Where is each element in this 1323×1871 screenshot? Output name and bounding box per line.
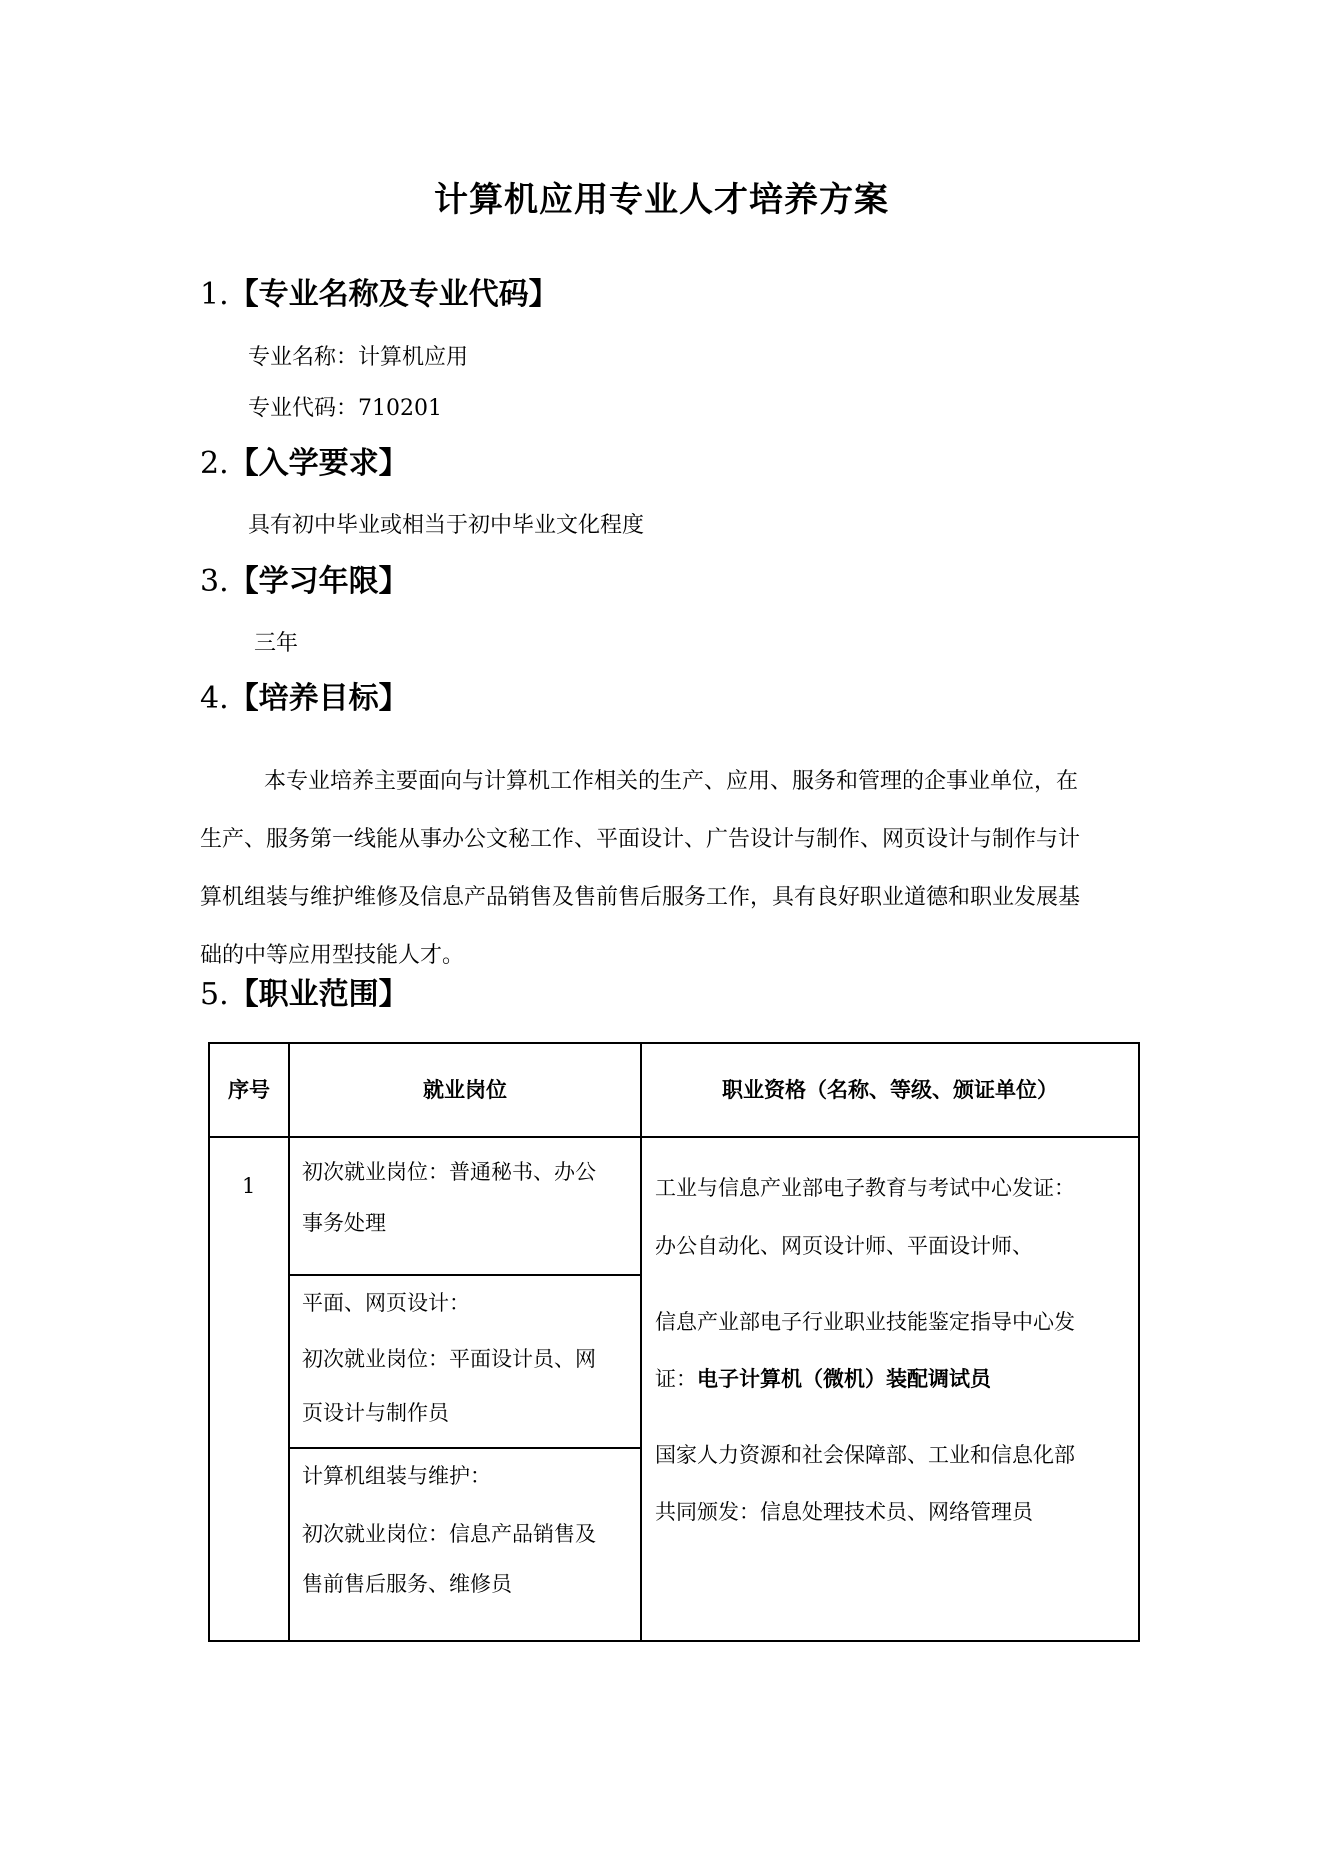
table-divider [289, 1447, 641, 1449]
section-number: 4. [200, 681, 229, 716]
section-4-heading [200, 681, 409, 717]
major-name: 专业名称：计算机应用 [248, 345, 469, 370]
section-1-heading [200, 277, 559, 313]
section-number: 3. [200, 564, 229, 599]
qualification-line: 共同颁发：信息处理技术员、网络管理员 [655, 1500, 1033, 1524]
section-title: 【专业名称及专业代码】 [228, 277, 559, 312]
page-title: 计算机应用专业人才培养方案 [434, 180, 889, 220]
job-entry: 售前售后服务、维修员 [302, 1572, 512, 1596]
table-divider [640, 1044, 642, 1640]
table-divider [210, 1136, 1138, 1138]
qualification-line [655, 1365, 991, 1393]
table-divider [289, 1274, 641, 1276]
major-code: 专业代码：710201 [248, 396, 442, 421]
paragraph-line: 算机组装与维护维修及信息产品销售及售前售后服务工作，具有良好职业道德和职业发展基 [200, 885, 1081, 910]
job-entry: 页设计与制作员 [302, 1401, 449, 1425]
qualification-title: 电子计算机（微机）装配调试员 [697, 1367, 991, 1391]
qualification-line: 办公自动化、网页设计师、平面设计师、 [655, 1234, 1033, 1258]
section-5-heading [200, 977, 409, 1013]
training-goal-paragraph [200, 753, 1132, 985]
header-index: 序号 [228, 1078, 270, 1102]
paragraph-line: 本专业培养主要面向与计算机工作相关的生产、应用、服务和管理的企事业单位，在 [264, 769, 1079, 794]
section-title: 【职业范围】 [228, 977, 409, 1012]
row-index: 1 [242, 1174, 256, 1198]
section-title: 【入学要求】 [228, 446, 409, 481]
section-title: 【学习年限】 [228, 564, 409, 599]
admission-requirement: 具有初中毕业或相当于初中毕业文化程度 [248, 513, 645, 538]
career-scope-table [208, 1042, 1140, 1642]
qualification-line: 信息产业部电子行业职业技能鉴定指导中心发 [655, 1310, 1075, 1334]
study-duration: 三年 [254, 631, 299, 656]
section-number: 2. [200, 446, 229, 481]
paragraph-line: 础的中等应用型技能人才。 [200, 943, 465, 968]
section-2-heading [200, 446, 409, 482]
job-entry: 初次就业岗位：信息产品销售及 [302, 1522, 596, 1546]
qualification-prefix: 证： [655, 1367, 697, 1391]
header-job: 就业岗位 [423, 1078, 507, 1102]
job-entry: 平面、网页设计： [302, 1291, 470, 1315]
section-title: 【培养目标】 [228, 681, 409, 716]
job-entry: 初次就业岗位：平面设计员、网 [302, 1347, 596, 1371]
job-entry: 事务处理 [302, 1211, 386, 1235]
qualification-line: 国家人力资源和社会保障部、工业和信息化部 [655, 1443, 1075, 1467]
header-qualification: 职业资格（名称、等级、颁证单位） [722, 1078, 1058, 1102]
section-number: 5. [200, 977, 229, 1012]
section-number: 1. [200, 277, 229, 312]
job-entry: 计算机组装与维护： [302, 1464, 491, 1488]
paragraph-line: 生产、服务第一线能从事办公文秘工作、平面设计、广告设计与制作、网页设计与制作与计 [200, 827, 1081, 852]
qualification-line: 工业与信息产业部电子教育与考试中心发证： [655, 1176, 1075, 1200]
table-divider [288, 1044, 290, 1640]
job-entry: 初次就业岗位：普通秘书、办公 [302, 1160, 596, 1184]
section-3-heading [200, 564, 409, 600]
